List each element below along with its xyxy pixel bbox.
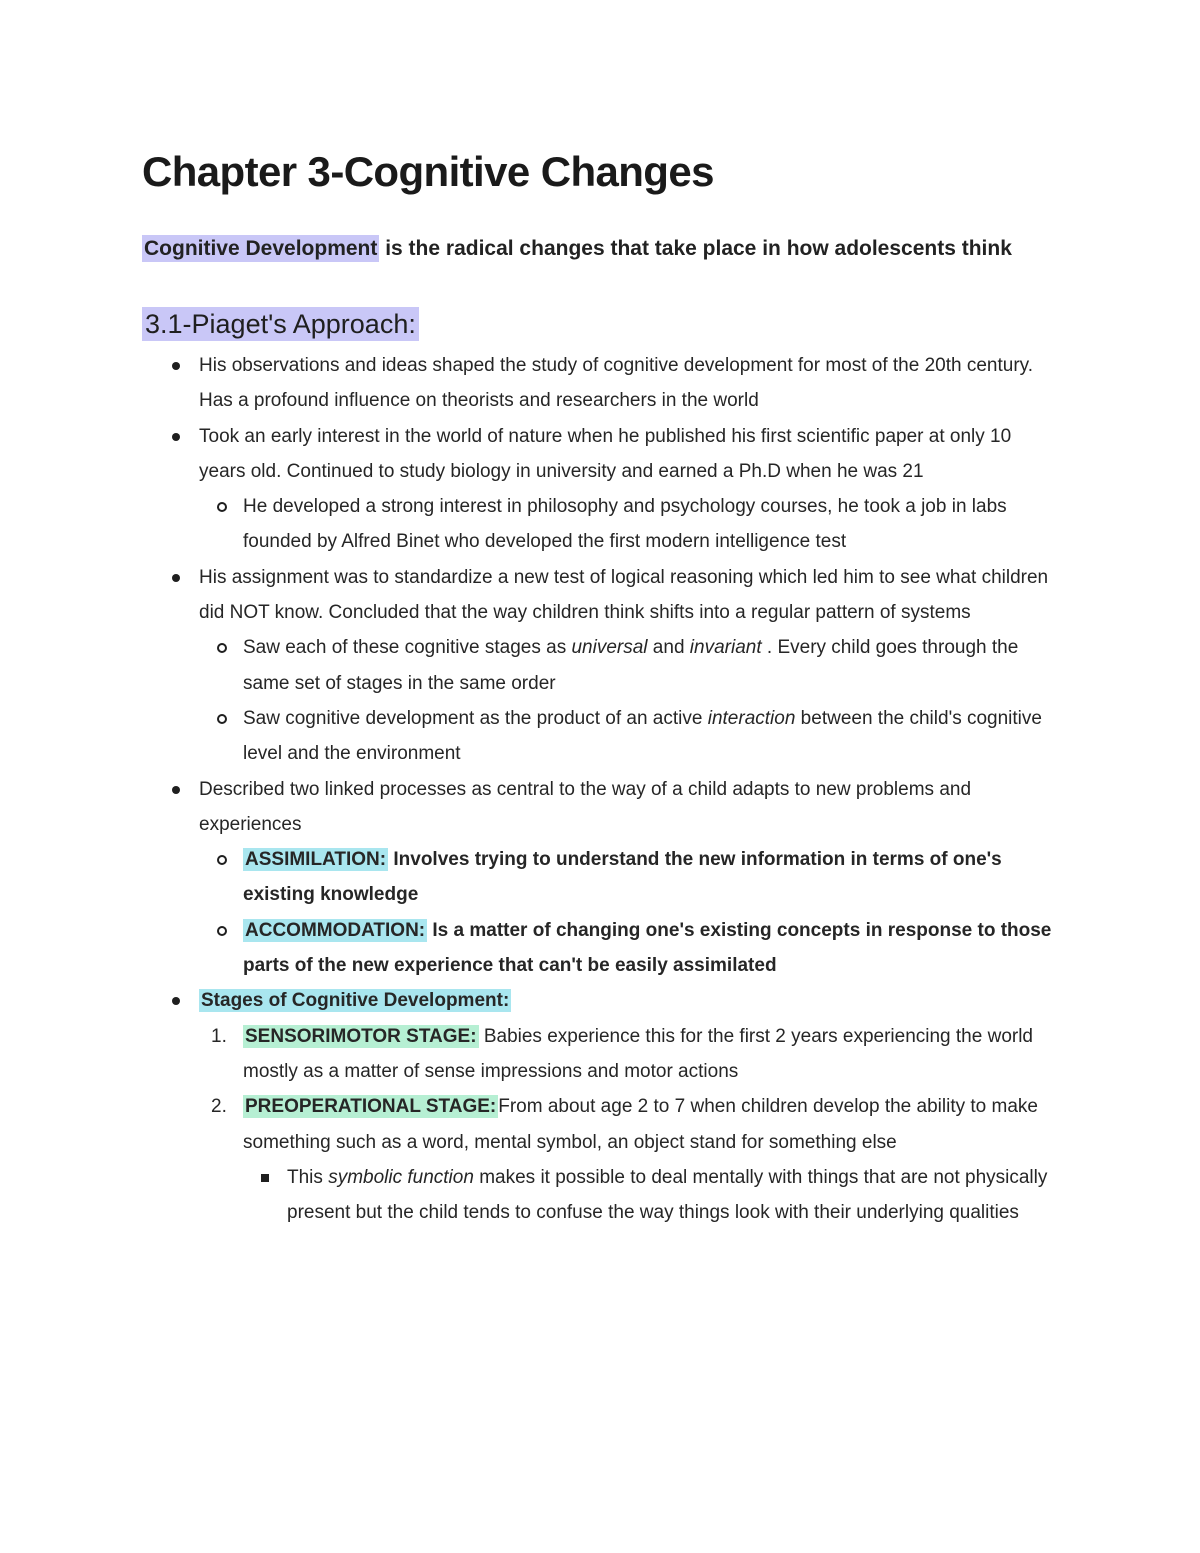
stage-text: From about age 2 to 7 when children develop the ability to make something such as a word, mental symbol, an object stand for something else — [243, 1096, 1038, 1153]
sub-bullet-list — [199, 630, 1062, 771]
sub-list-item — [199, 913, 1062, 984]
sub-list-item — [199, 842, 1062, 913]
intro-term: Cognitive Development — [144, 237, 378, 260]
stages-numbered-list — [199, 1019, 1062, 1231]
stage-text: Babies experience this for the first 2 years experiencing the world mostly as a matter of sense impressions and motor actions — [243, 1025, 1033, 1082]
sub-list-item-text: Involves trying to understand the new information in terms of one's existing knowledge — [243, 849, 1002, 906]
bullet-disc-icon — [172, 786, 180, 794]
stage-term: SENSORIMOTOR STAGE: — [245, 1025, 477, 1047]
stage-item — [199, 1019, 1062, 1090]
text-fragment: between the child's cognitive level and the environment — [243, 707, 1042, 765]
page-title: Chapter 3-Cognitive Changes — [142, 148, 714, 195]
text-fragment: makes it possible to deal mentally with things that are not physically present but the child tends to confuse the way things look with their underlying qualities — [287, 1166, 1048, 1224]
sub-list-item — [199, 630, 1062, 701]
text-fragment: and — [647, 637, 690, 659]
document-page — [142, 145, 1062, 1230]
intro-paragraph — [142, 231, 1062, 266]
accommodation-term: ACCOMMODATION: — [245, 919, 426, 941]
bullet-circle-icon — [217, 855, 227, 865]
text-fragment: . Every child goes through the same set of stages in the same order — [243, 637, 1019, 694]
sub-list-item — [199, 701, 1062, 772]
emphasis-text: symbolic function — [328, 1166, 474, 1188]
bullet-disc-icon — [172, 433, 180, 441]
bullet-square-icon — [261, 1174, 269, 1182]
bullet-disc-icon — [172, 997, 180, 1005]
list-item-text: His assignment was to standardize a new test of logical reasoning which led him to see what children did NOT know. Concluded that the way children think shifts into a regular pattern of systems — [199, 566, 1049, 624]
stage-term: PREOPERATIONAL STAGE: — [245, 1096, 497, 1118]
bullet-circle-icon — [217, 714, 227, 724]
text-fragment: Saw cognitive development as the product of an active — [243, 707, 708, 729]
main-bullet-list — [142, 348, 1062, 1230]
bullet-circle-icon — [217, 502, 227, 512]
bullet-circle-icon — [217, 926, 227, 936]
list-item-text: Described two linked processes as central to the way of a child adapts to new problems and experiences — [199, 778, 972, 835]
list-item-text: His observations and ideas shaped the study of cognitive development for most of the 20th century. Has a profound influence on theorists and researchers in the world — [199, 355, 1034, 412]
intro-text: is the radical changes that take place in how adolescents think — [379, 237, 1012, 260]
list-item — [142, 560, 1062, 772]
list-item-text: Took an early interest in the world of nature when he published his first scientific paper at only 10 years old. Continued to study biology in university and earned a Ph.D when he was 21 — [199, 425, 1012, 482]
section-heading — [142, 304, 1062, 344]
list-item — [142, 772, 1062, 984]
emphasis-text: universal — [571, 637, 648, 659]
list-item — [142, 348, 1062, 419]
stage-item — [199, 1089, 1062, 1230]
sub-sub-list-item — [243, 1160, 1062, 1231]
emphasis-text: invariant — [689, 637, 762, 659]
bullet-disc-icon — [172, 362, 180, 370]
text-fragment: This — [287, 1166, 329, 1188]
sub-list-item-text: He developed a strong interest in philosophy and psychology courses, he took a job in labs founded by Alfred Binet who developed the first modern intelligence test — [243, 496, 1007, 553]
list-number: 2. — [211, 1096, 227, 1118]
stages-heading: Stages of Cognitive Development: — [201, 990, 510, 1012]
bullet-circle-icon — [217, 643, 227, 653]
list-item — [142, 419, 1062, 560]
list-item — [142, 983, 1062, 1230]
sub-list-item-text: Is a matter of changing one's existing concepts in response to those parts of the new experience that can't be easily assimilated — [243, 919, 1052, 977]
list-number: 1. — [211, 1025, 227, 1047]
assimilation-term: ASSIMILATION: — [245, 849, 387, 871]
bullet-disc-icon — [172, 574, 180, 582]
sub-bullet-list — [199, 842, 1062, 983]
sub-sub-bullet-list — [243, 1160, 1062, 1231]
section-heading-text: 3.1-Piaget's Approach: — [142, 307, 419, 341]
text-fragment: Saw each of these cognitive stages as — [243, 637, 572, 659]
sub-list-item — [199, 489, 1062, 560]
emphasis-text: interaction — [707, 707, 796, 729]
sub-bullet-list — [199, 489, 1062, 560]
